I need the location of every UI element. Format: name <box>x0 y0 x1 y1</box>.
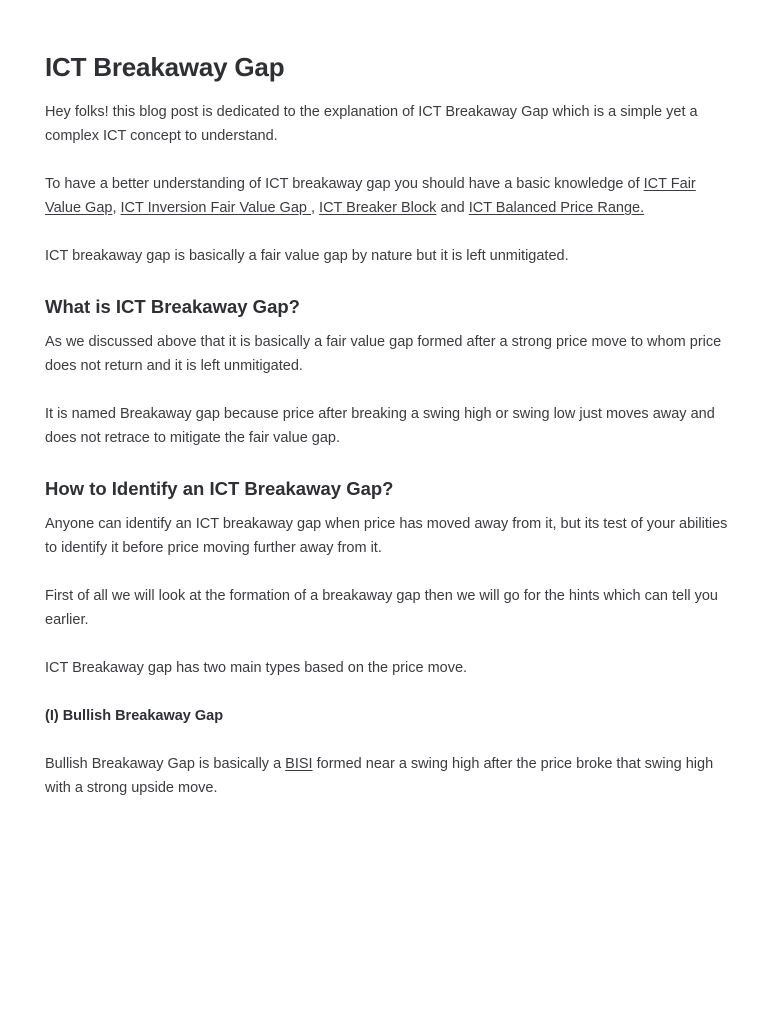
separator-text: , <box>112 200 121 216</box>
bullish-text-after: formed near a swing high after the price broke that swing high with a strong upside move. <box>45 756 714 796</box>
separator-text: , <box>310 200 320 216</box>
prerequisites-paragraph <box>45 172 729 220</box>
section2-paragraph-1: Anyone can identify an ICT breakaway gap when price has moved away from it, but its test of your abilities to identify it before price moving further away from it. <box>45 516 728 556</box>
section1-paragraph-2: It is named Breakaway gap because price after breaking a swing high or swing low just moves away and does not retrace to mitigate the fair value gap. <box>45 406 715 446</box>
section2-paragraph-4 <box>45 752 729 800</box>
link-ict-breaker-block[interactable]: ICT Breaker Block <box>319 200 437 216</box>
section2-paragraph-3: ICT Breakaway gap has two main types based on the price move. <box>45 660 468 676</box>
separator-text: and <box>436 200 469 216</box>
page-title: ICT Breakaway Gap <box>45 52 285 82</box>
prerequisites-text: To have a better understanding of ICT breakaway gap you should have a basic knowledge of <box>45 176 644 192</box>
section-heading-what-is: What is ICT Breakaway Gap? <box>45 296 300 317</box>
section2-paragraph-2: First of all we will look at the formation of a breakaway gap then we will go for the hints which can tell you earlier. <box>45 588 718 628</box>
link-ict-fair-value-gap[interactable]: ICT Fair Value Gap <box>45 176 696 216</box>
article <box>45 0 729 800</box>
intro-paragraph: Hey folks! this blog post is dedicated to the explanation of ICT Breakaway Gap which is a simple yet a complex ICT concept to understand. <box>45 104 698 144</box>
link-ict-inversion-fair-value-gap[interactable]: ICT Inversion Fair Value Gap <box>120 200 311 216</box>
section1-paragraph-1: As we discussed above that it is basically a fair value gap formed after a strong price move to whom price does not return and it is left unmitigated. <box>45 334 722 374</box>
definition-paragraph: ICT breakaway gap is basically a fair value gap by nature but it is left unmitigated. <box>45 248 569 264</box>
link-bisi[interactable]: BISI <box>285 756 313 772</box>
section-heading-how-to-identify: How to Identify an ICT Breakaway Gap? <box>45 478 394 499</box>
link-ict-balanced-price-range[interactable]: ICT Balanced Price Range. <box>468 200 645 216</box>
bullish-text-before: Bullish Breakaway Gap is basically a <box>45 756 286 772</box>
subheading-bullish-breakaway-gap: (I) Bullish Breakaway Gap <box>45 708 224 724</box>
